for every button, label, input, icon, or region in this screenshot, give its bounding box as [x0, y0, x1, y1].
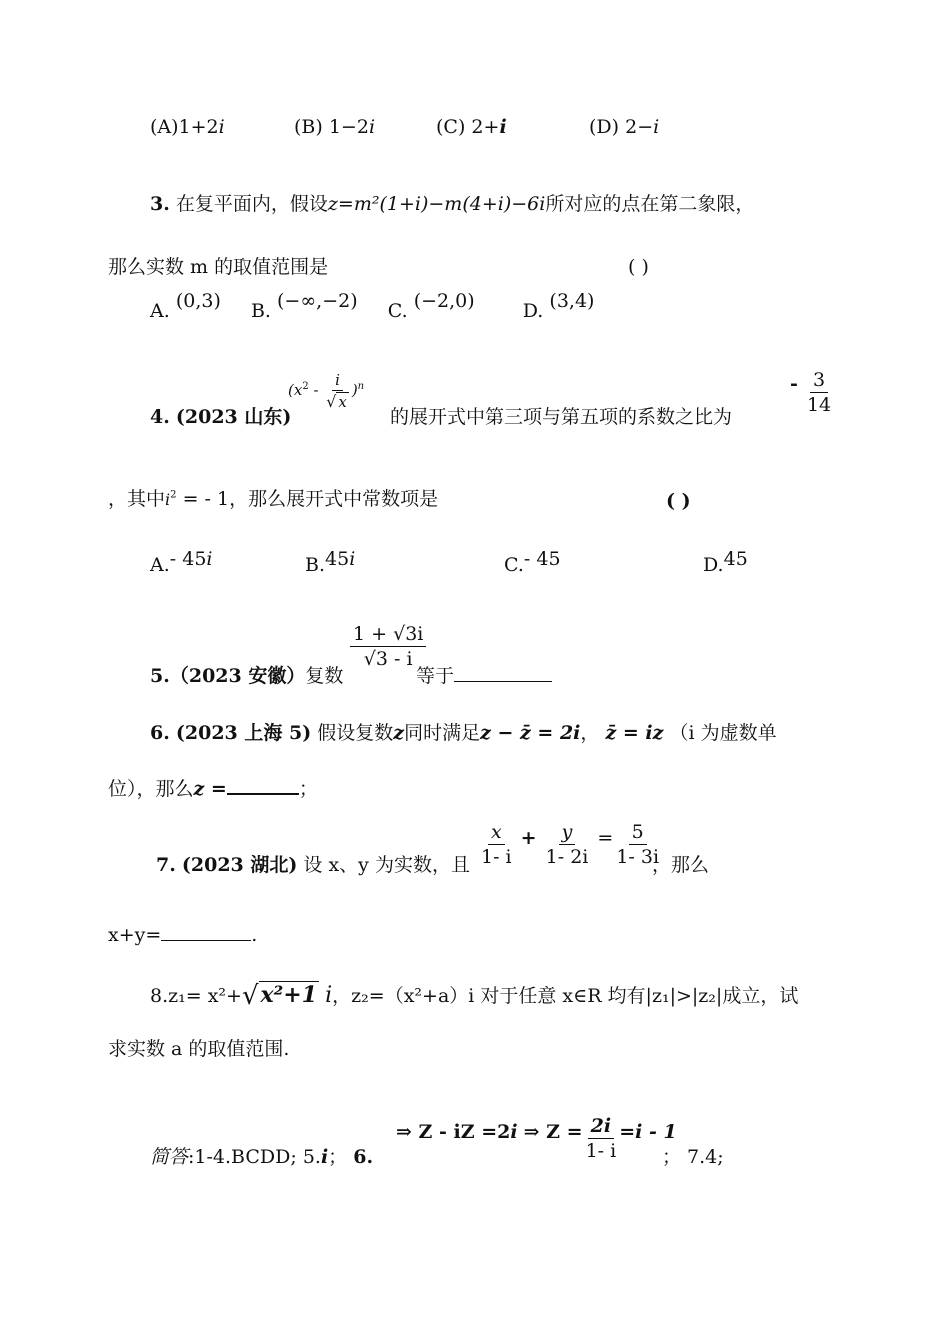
q4-line2: ，其中$i^2$ = - 1，那么展开式中常数项是	[108, 488, 439, 510]
q2-option-b: (B) 1−2i	[294, 116, 376, 138]
q4-option-a: - 45	[169, 548, 207, 570]
q7-tail: ，那么	[652, 854, 710, 876]
answer-label: 简答	[150, 1146, 189, 1168]
q6-equation-1: z − z̄ = 2i	[480, 722, 581, 744]
q5-source: （2023 安徽）	[169, 665, 306, 687]
q3-option-c-label: C.	[387, 300, 408, 322]
q4-option-d-wrap	[703, 548, 748, 576]
q4-option-b-label: B.	[305, 554, 326, 576]
q3-line1: 3. 在复平面内，假设z=m²(1+i)−m(4+i)−6i所对应的点在第二象限，	[150, 193, 755, 215]
q4-option-b: 45	[325, 548, 350, 570]
q3-line2: 那么实数 m 的取值范围是	[108, 256, 329, 278]
q7-answer-blank[interactable]	[161, 940, 251, 941]
q3-number: 3.	[150, 193, 170, 215]
q8-line2: 求实数 a 的取值范围.	[108, 1038, 290, 1060]
q3-option-d: (3,4)	[549, 290, 595, 312]
q7-source: (2023 湖北)	[181, 854, 298, 876]
q5-label: 5.（2023 安徽）复数	[150, 665, 344, 687]
q4-text: 的展开式中第三项与第五项的系数之比为	[390, 406, 733, 428]
q3-option-a-label: A.	[150, 300, 170, 322]
q4-options: A.- 45i	[150, 548, 213, 576]
answer-line: 简答:1-4.BCDD; 5.i； 6.	[150, 1146, 374, 1168]
q4-option-c-wrap	[504, 548, 561, 576]
q2-option-c: (C) 2+i	[436, 116, 507, 138]
q2-option-c-label: (C)	[436, 116, 466, 138]
q2-option-a: (A)1+2i	[150, 116, 225, 138]
q5-fraction: $\frac{1 + √3i}{√3 - i}$	[350, 624, 426, 670]
q6-line2: 位），那么z = ；	[108, 778, 318, 800]
q4-ratio: - $\frac{3}{14}$	[790, 369, 832, 416]
q3-formula: z=m²(1+i)−m(4+i)−6i	[327, 193, 546, 215]
q7-equation: $\frac{x}{1- i}$ + $\frac{y}{1- 2i}$ = $\frac{5}{1- 3i}$	[481, 821, 660, 868]
q3-option-b: (−∞,−2)	[277, 290, 358, 312]
q7-line2: x+y= .	[108, 924, 258, 946]
q3-answer-paren: ( )	[628, 256, 649, 278]
q4-option-c-label: C.	[504, 554, 524, 576]
q4-source: (2023 山东)	[175, 406, 292, 428]
q5-tail: 等于	[416, 667, 552, 686]
answer-tail: ； 7.4;	[662, 1146, 724, 1168]
q4-number: 4.	[150, 406, 170, 428]
q4-option-b-wrap: B.45i	[305, 548, 356, 576]
q2-option-a-label: (A)	[150, 116, 179, 138]
q4-option-c: - 45	[523, 548, 561, 570]
q6-number: 6.	[150, 722, 170, 744]
q3-option-d-label: D.	[522, 300, 544, 322]
q4-option-a-label: A.	[150, 554, 170, 576]
q7-label: 7. (2023 湖北) 设 x、y 为实数，且	[156, 854, 470, 876]
q4-label	[150, 408, 291, 427]
q5-answer-blank[interactable]	[454, 681, 552, 682]
q3-option-c: (−2,0)	[413, 290, 475, 312]
q7-number: 7.	[156, 854, 176, 876]
q3-option-b-label: B.	[250, 300, 271, 322]
q4-binomial: ($x^2$ - $\frac{i}{√ x}$ )$^n$	[288, 371, 365, 411]
q6-source: (2023 上海 5)	[175, 722, 312, 744]
q5-number: 5.	[150, 665, 170, 687]
q3-options	[150, 290, 595, 322]
q2-option-d: (D) 2−i	[589, 116, 660, 138]
q6-answer-blank[interactable]	[227, 793, 299, 795]
q8-sqrt: x²+1	[260, 982, 318, 1008]
q4-option-d: 45	[723, 548, 748, 570]
q8-line1: 8.z₁= x²+√x²+1 i，z₂=（x²+a）i 对于任意 x∈R 均有|z₁|>|z₂|成立，试	[150, 981, 799, 1011]
answer-derivation: ⇒ Z - iZ =2i ⇒ Z = $\frac{2i}{1- i}$ =i - 1	[396, 1115, 677, 1162]
q4-answer-paren: ( )	[666, 490, 691, 512]
q4-option-d-label: D.	[703, 554, 724, 576]
q6-line1: 6. (2023 上海 5) 假设复数z同时满足z − z̄ = 2i， z̄ = iz （i 为虚数单	[150, 722, 777, 744]
q6-equation-2: z̄ = iz	[605, 722, 664, 744]
q2-option-d-label: (D)	[589, 116, 620, 138]
q3-option-a: (0,3)	[175, 290, 221, 312]
q2-option-b-label: (B)	[294, 116, 323, 138]
